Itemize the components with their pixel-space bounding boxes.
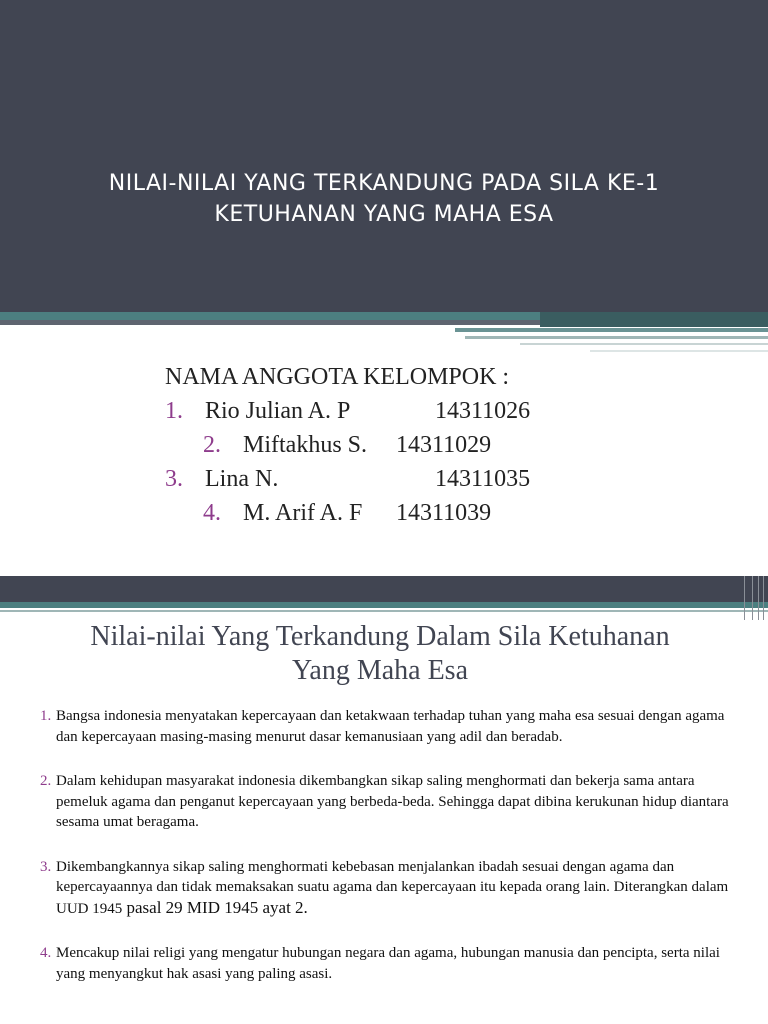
list-item bbox=[165, 496, 725, 530]
right-block bbox=[540, 312, 768, 327]
list-number: 1. bbox=[40, 708, 52, 724]
list-item bbox=[40, 706, 740, 747]
accent-line-3 bbox=[520, 343, 768, 345]
member-list bbox=[165, 360, 725, 530]
point-text: Dikembangkannya sikap saling menghormati kebebasan menjalankan ibadah sesuai dengan agama dan kepercayaannya dan tidak memaksakan suatu agama dan kepercayaan itu kepada orang lain. Diterangkan dalam UUD 1945 bbox=[56, 858, 729, 917]
dark-stripe bbox=[0, 320, 540, 325]
member-name: Rio Julian A. P bbox=[205, 398, 351, 424]
list-number: 2. bbox=[203, 432, 221, 458]
point-text-large: pasal 29 MID 1945 ayat 2. bbox=[122, 897, 308, 917]
content-slide bbox=[0, 576, 768, 1024]
list-item bbox=[165, 462, 725, 496]
slide-title bbox=[0, 168, 768, 230]
vertical-rule bbox=[758, 576, 759, 620]
accent-line-2 bbox=[465, 336, 768, 339]
list-number: 4. bbox=[203, 500, 221, 526]
members-heading: NAMA ANGGOTA KELOMPOK : bbox=[165, 364, 510, 390]
vertical-rule bbox=[752, 576, 753, 620]
header-band bbox=[0, 576, 768, 602]
member-name: M. Arif A. F bbox=[243, 500, 363, 526]
list-number: 3. bbox=[165, 466, 183, 492]
member-name: Miftakhus S. bbox=[243, 432, 368, 458]
list-number: 1. bbox=[165, 398, 183, 424]
list-number: 2. bbox=[40, 773, 52, 789]
list-item bbox=[40, 771, 740, 833]
teal-stripe bbox=[0, 602, 768, 608]
member-name: Lina N. bbox=[205, 466, 279, 492]
member-id: 14311029 bbox=[396, 432, 492, 458]
point-text: Bangsa indonesia menyatakan kepercayaan dan ketakwaan terhadap tuhan yang maha esa sesuai dengan agama dan kepercayaan masing-masing menurut dasar kemanusiaan yang adil dan beradab. bbox=[56, 708, 725, 745]
title-line-1: Nilai-nilai Yang Terkandung Dalam Sila Ketuhanan bbox=[90, 621, 670, 652]
title-line-2: KETUHANAN YANG MAHA ESA bbox=[214, 202, 554, 227]
vertical-rule bbox=[763, 576, 764, 620]
member-id: 14311039 bbox=[396, 500, 492, 526]
title-line-2: Yang Maha Esa bbox=[291, 655, 469, 686]
list-number: 3. bbox=[40, 858, 52, 875]
accent-line-4 bbox=[590, 350, 768, 352]
title-line-1: NILAI-NILAI YANG TERKANDUNG PADA SILA KE-1 bbox=[108, 171, 660, 196]
list-number: 4. bbox=[40, 945, 52, 961]
slide-title bbox=[40, 620, 720, 688]
point-text: Dalam kehidupan masyarakat indonesia dikembangkan sikap saling menghormati dan bekerja sama antara pemeluk agama dan penganut kepercayaan yang berbeda-beda. Sehingga dapat dibina kerukunan hidup diantara sesama umat beragama. bbox=[56, 773, 729, 830]
title-band bbox=[0, 0, 768, 312]
point-text: Mencakup nilai religi yang mengatur hubungan negara dan agama, hubungan manusia dan pencipta, serta nilai yang menyangkut hak asasi yang paling asasi. bbox=[56, 945, 720, 982]
list-item bbox=[165, 428, 725, 462]
list-item bbox=[40, 857, 740, 920]
values-list bbox=[40, 706, 740, 1008]
member-id: 14311035 bbox=[435, 466, 531, 492]
vertical-rule bbox=[744, 576, 745, 620]
list-item bbox=[165, 394, 725, 428]
accent-line-1 bbox=[455, 328, 768, 332]
member-id: 14311026 bbox=[435, 398, 531, 424]
accent-line-1 bbox=[0, 610, 768, 612]
list-item bbox=[40, 943, 740, 984]
